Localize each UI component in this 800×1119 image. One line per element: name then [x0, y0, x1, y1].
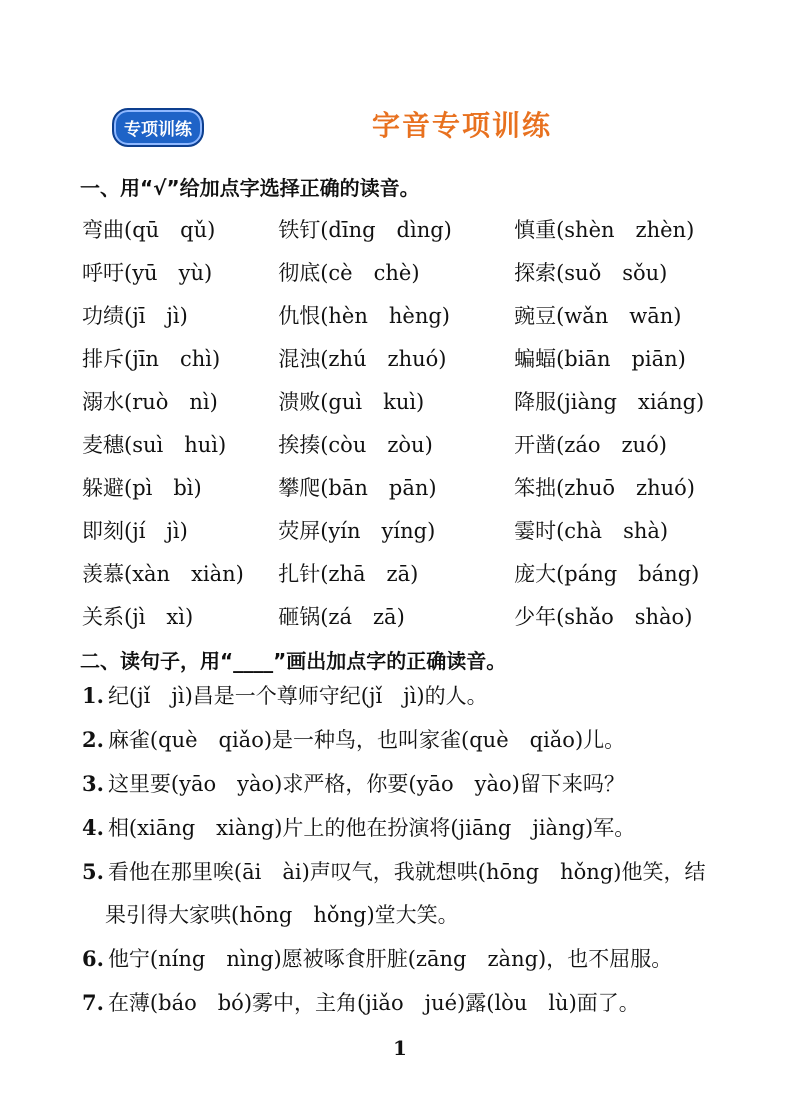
word-item: 彻底(cè chè) — [278, 260, 420, 285]
sentence-text: 相(xiāng xiàng)片上的他在扮演将(jiāng jiàng)军。 — [107, 816, 636, 840]
page-number: 1 — [393, 1036, 407, 1060]
word-item: 呼吁(yū yù) — [82, 260, 213, 285]
word-item: 排斥(jīn chì) — [82, 346, 221, 371]
sentence-text: 这里要(yāo yào)求严格，你要(yāo yào)留下来吗？ — [107, 772, 625, 796]
sentence-item — [82, 850, 732, 894]
word-item: 羡慕(xàn xiàn) — [82, 561, 244, 586]
pronunciation-grid — [82, 207, 742, 637]
sentence-number: 6. — [82, 946, 104, 971]
word-item: 攀爬(bān pān) — [278, 475, 437, 500]
word-item: 溺水(ruò nì) — [82, 389, 218, 414]
word-item: 麦穗(suì huì) — [82, 432, 227, 457]
word-item: 关系(jì xì) — [82, 604, 194, 629]
sentence-number: 1. — [82, 683, 104, 708]
sentence-item — [82, 718, 732, 762]
grid-row — [82, 207, 742, 250]
sentence-item — [82, 981, 732, 1025]
sentence-text: 他宁(níng nìng)愿被啄食肝脏(zāng zàng)，也不屈服。 — [107, 947, 673, 971]
page-title: 字音专项训练 — [372, 109, 553, 142]
grid-row — [82, 379, 742, 422]
grid-row — [82, 250, 742, 293]
word-item: 溃败(guì kuì) — [278, 389, 425, 414]
word-item: 功绩(jī jì) — [82, 303, 188, 328]
word-item: 仇恨(hèn hèng) — [278, 303, 451, 328]
section-2-title: 二、读句子，用“____”画出加点字的正确读音。 — [80, 649, 507, 673]
sentence-text: 纪(jǐ jì)昌是一个尊师守纪(jǐ jì)的人。 — [107, 684, 488, 708]
word-item: 砸锅(zá zā) — [278, 604, 405, 629]
section-1-title: 一、用“√”给加点字选择正确的读音。 — [80, 176, 420, 200]
sentence-number: 7. — [82, 990, 104, 1015]
word-item: 降服(jiàng xiáng) — [514, 389, 705, 414]
word-item: 铁钉(dīng dìng) — [278, 217, 452, 242]
sentence-list — [82, 674, 732, 1025]
grid-row — [82, 594, 742, 637]
sentence-item — [82, 806, 732, 850]
grid-row — [82, 293, 742, 336]
grid-row — [82, 551, 742, 594]
word-item: 挨揍(còu zòu) — [278, 432, 433, 457]
word-item: 混浊(zhú zhuó) — [278, 346, 447, 371]
grid-row — [82, 422, 742, 465]
word-item: 庞大(páng báng) — [514, 561, 700, 586]
page-header — [0, 104, 800, 144]
sentence-text: 在薄(báo bó)雾中，主角(jiǎo jué)露(lòu lù)面了。 — [107, 991, 640, 1015]
word-item: 弯曲(qū qǔ) — [82, 217, 216, 242]
topic-badge: 专项训练 — [112, 108, 204, 147]
grid-row — [82, 508, 742, 551]
word-item: 蝙蝠(biān piān) — [514, 346, 686, 371]
sentence-text: 看他在那里唉(āi ài)声叹气，我就想哄(hōng hǒng)他笑，结 — [107, 860, 706, 884]
word-item: 笨拙(zhuō zhuó) — [514, 475, 695, 500]
sentence-number: 5. — [82, 859, 104, 884]
word-item: 少年(shǎo shào) — [514, 604, 693, 629]
word-item: 躲避(pì bì) — [82, 475, 202, 500]
sentence-number: 3. — [82, 771, 104, 796]
word-item: 荧屏(yín yíng) — [278, 518, 436, 543]
word-item: 霎时(chà shà) — [514, 518, 669, 543]
word-item: 慎重(shèn zhèn) — [514, 217, 695, 242]
word-item: 豌豆(wǎn wān) — [514, 303, 682, 328]
sentence-continuation: 果引得大家哄(hōng hǒng)堂大笑。 — [105, 903, 459, 927]
sentence-item — [82, 762, 732, 806]
word-item: 即刻(jí jì) — [82, 518, 188, 543]
word-item: 扎针(zhā zā) — [278, 561, 419, 586]
sentence-number: 2. — [82, 727, 104, 752]
grid-row — [82, 465, 742, 508]
sentence-number: 4. — [82, 815, 104, 840]
sentence-text: 麻雀(què qiǎo)是一种鸟，也叫家雀(què qiǎo)儿。 — [107, 728, 626, 752]
sentence-item — [82, 937, 732, 981]
sentence-item — [82, 674, 732, 718]
word-item: 探索(suǒ sǒu) — [514, 260, 668, 285]
word-item: 开凿(záo zuó) — [514, 432, 667, 457]
grid-row — [82, 336, 742, 379]
